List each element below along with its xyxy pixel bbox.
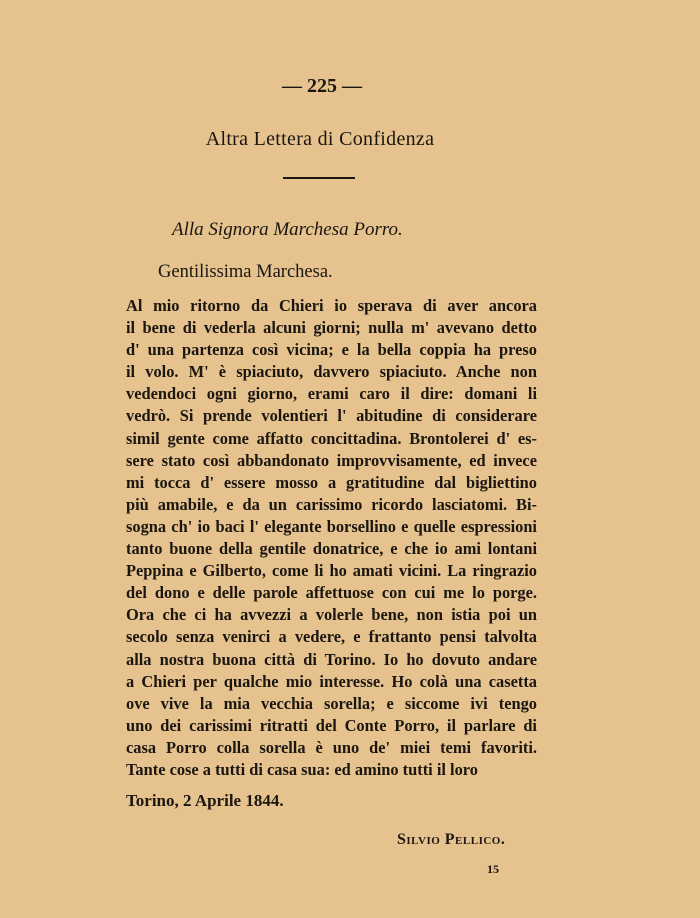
body-line: il bene di vederla alcuni giorni; nulla m' avevano detto: [126, 318, 537, 338]
body-line: Peppina e Gilberto, come li ho amati vicini. La ringrazio: [126, 561, 537, 581]
body-line: vedendoci ogni giorno, erami caro il dire: domani li: [126, 384, 537, 404]
body-line: tanto buone della gentile donatrice, e che io ami lontani: [126, 539, 537, 559]
body-line: alla nostra buona città di Torino. Io ho dovuto andare: [126, 649, 537, 669]
body-line: mi tocca d' essere mosso a gratitudine dal bigliettino: [126, 472, 537, 492]
body-line: d' una partenza così vicina; e la bella coppia ha preso: [126, 340, 537, 360]
body-line: simil gente come affatto concittadina. Brontolerei d' es-: [126, 428, 537, 448]
body-line: più amabile, e da un carissimo ricordo lasciatomi. Bi-: [126, 494, 537, 514]
body-line: Tante cose a tutti di casa sua: ed amino tutti il loro: [126, 759, 478, 779]
body-line: uno dei carissimi ritratti del Conte Porro, il parlare di: [126, 715, 537, 735]
letter-body: [126, 295, 537, 781]
letter-title: Altra Lettera di Confidenza: [205, 128, 435, 150]
greeting: Gentilissima Marchesa.: [158, 262, 333, 282]
body-line: vedrò. Si prende volentieri l' abitudine di considerare: [126, 406, 537, 426]
body-line: secolo senza venirci a vedere, e frattanto pensi talvolta: [126, 627, 537, 647]
title-divider: [283, 177, 355, 179]
body-line: ove vive la mia vecchia sorella; e siccome ivi tengo: [126, 693, 537, 713]
body-line: il volo. M' è spiaciuto, davvero spiaciuto. Anche non: [126, 362, 537, 382]
page-number: — 225 —: [282, 75, 362, 97]
body-line: del dono e delle parole affettuose con cui me lo porge.: [126, 583, 537, 603]
body-line: sogna ch' io baci l' elegante borsellino e quelle espressioni: [126, 516, 537, 536]
place-date: Torino, 2 Aprile 1844.: [126, 791, 284, 810]
body-line: Ora che ci ha avvezzi a volerle bene, non istia poi un: [126, 605, 537, 625]
body-line: a Chieri per qualche mio interesse. Ho colà una casetta: [126, 671, 537, 691]
body-line: Al mio ritorno da Chieri io sperava di aver ancora: [126, 296, 537, 315]
sheet-mark: 15: [487, 862, 499, 876]
body-line: sere stato così abbandonato improvvisamente, ed invece: [126, 450, 537, 470]
salutation: Alla Signora Marchesa Porro.: [172, 219, 403, 240]
body-line: casa Porro colla sorella è uno de' miei temi favoriti.: [126, 737, 537, 757]
signature: Silvio Pellico.: [397, 831, 506, 848]
